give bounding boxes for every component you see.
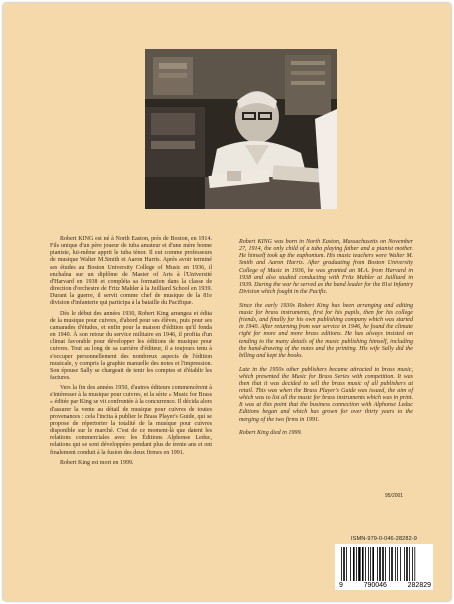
barcode-bar: [341, 547, 342, 581]
barcode-bar: [406, 547, 408, 581]
english-paragraph: Late in the 1950s other publishers became attracted to brass music, which presented the Music for Brass Series with competition. It was then that it was decided to sell the brass music of all publishers at retail. This was when the Brass Player's Guide was issued, the aim of which was to list all the music for brass instruments which was in print. It was at this point that the business connection with Alphonse Leduc Editions began and which has grown for over thirty years to the merging of the two firms in 1991.: [239, 366, 413, 423]
barcode-bar: [379, 547, 381, 581]
french-biography: [50, 236, 212, 470]
barcode-bar: [358, 547, 360, 581]
barcode-bar: [377, 547, 378, 581]
barcode-bar: [343, 547, 345, 581]
barcode-bar: [356, 547, 357, 581]
barcode-bar: [368, 547, 369, 581]
barcode-bar: [372, 547, 374, 581]
french-paragraph: Dès le début des années 1930, Robert King arrangea et édita de la musique pour cuivres, d'abord pour ses élèves, puis pour ses camarades d'études, et enfin pour la maison d'édition qu'il fonda en 1940. À son retour du service militaire en 1946, il profita d'un climat favorable pour développer les éditions de musique pour cuivres. Tout au long de sa carrière d'éditeur, il a toujours tenu à s'occuper personnellement des nombreux aspects de l'édition musicale, y compris la graphie manuelle des notes et l'impression. Son épouse Sally se chargeait de tenir les comptes et d'établir les factures.: [50, 310, 212, 381]
barcode-bar: [414, 547, 415, 581]
barcode-bar: [353, 547, 355, 581]
catalogue-code: 95/2001: [385, 493, 404, 499]
barcode-bar: [391, 547, 393, 581]
barcode: [335, 544, 433, 590]
barcode-bar: [409, 547, 410, 581]
portrait-photo: [145, 49, 337, 209]
barcode-bar: [412, 547, 413, 581]
barcode-bar: [389, 547, 390, 581]
english-paragraph: Since the early 1930s Robert King has been arranging and editing music for brass instruments, first for his pupils, then for his college friends, and finally for his own publishing company which was started in 1940. After returning from war service in 1946, he found the climate right for more and more brass editions. He has always insisted on tending to the many details of the music publishing himself, including the hand-drawing of the notes and the printing. His wife Sally did the billing and kept the books.: [239, 302, 413, 359]
barcode-bar: [397, 547, 398, 581]
english-paragraph: Robert King died in 1999.: [239, 430, 302, 437]
barcode-bar: [404, 547, 405, 581]
barcode-bar: [362, 547, 364, 581]
barcode-digits: [339, 582, 431, 589]
barcode-bar: [395, 547, 396, 581]
french-paragraph: Robert KING est né à North Easton, près de Boston, en 1914. Fils unique d'un père joueur de tuba amateur et d'une mère bonne pianiste, lui-même apprit le tuba ténor. Il eut comme professeurs de musique Walter M.Smith et Aaron Harris. Après avoir terminé ses études au Boston University College of Music en 1936, il enchaîna sur un diplôme de Master of Arts à l'Université d'Harvard en 1938 et compléta sa formation dans la classe de direction d'orchestre de Fritz Mahler à la Juilliard School en 1939. Durant la guerre, il servit comme chef de musique de la 81e division d'infanterie qui participa à la bataille du Pacifique.: [50, 236, 212, 307]
english-paragraph: Robert KING was born in North Easton, Massachusetts on November 27, 1914, the only child of a tuba playing father and a pianist mother. He himself took up the euphonium. His music teachers were Walter M. Smith and Aaron Harris. After graduating from Boston University College of Music in 1936, he was granted an M.A. from Harvard in 1938 and also studied conducting with Fritz Mahler at Juilliard in 1939. During the war he served as the band leader for the 81st Infantry Division which fought in the Pacific.: [239, 239, 413, 296]
barcode-bar: [385, 547, 386, 581]
french-paragraph: Vers la fin des années 1950, d'autres éditeurs commencèrent à s'intéresser à la musique pour cuivres, et la série « Music for Brass » éditée par King se vit confrontée à la concurrence. Il décida alors d'assurer la vente au détail de musique pour cuivres de toutes provenances : cela l'incita à publier le Brass Player's Guide, qui se propose de répertorier la totalité de la musique pour cuivres disponible sur le marché. C'est de ce moment-là que datent les relations commerciales avec les Éditions Alphonse Leduc, relations qui se sont développées pendant plus de trente ans et ont finalement conduit à la fusion des deux firmes en 1991.: [50, 385, 213, 456]
barcode-bar: [400, 547, 401, 581]
back-cover: [3, 3, 451, 601]
barcode-block: [335, 536, 433, 592]
barcode-digit-group: 9: [339, 582, 343, 589]
barcode-bar: [350, 547, 351, 581]
english-biography: [239, 239, 413, 444]
french-paragraph: Robert King est mort en 1999.: [60, 459, 134, 466]
ismn-number: ISMN-979-0-046-28282-9: [351, 536, 417, 542]
barcode-bar: [370, 547, 371, 581]
barcode-digit-group: 790046: [363, 582, 387, 589]
barcode-bar: [382, 547, 384, 581]
barcode-bar: [365, 547, 366, 581]
barcode-digit-group: 282829: [407, 582, 431, 589]
barcode-bar: [346, 547, 347, 581]
